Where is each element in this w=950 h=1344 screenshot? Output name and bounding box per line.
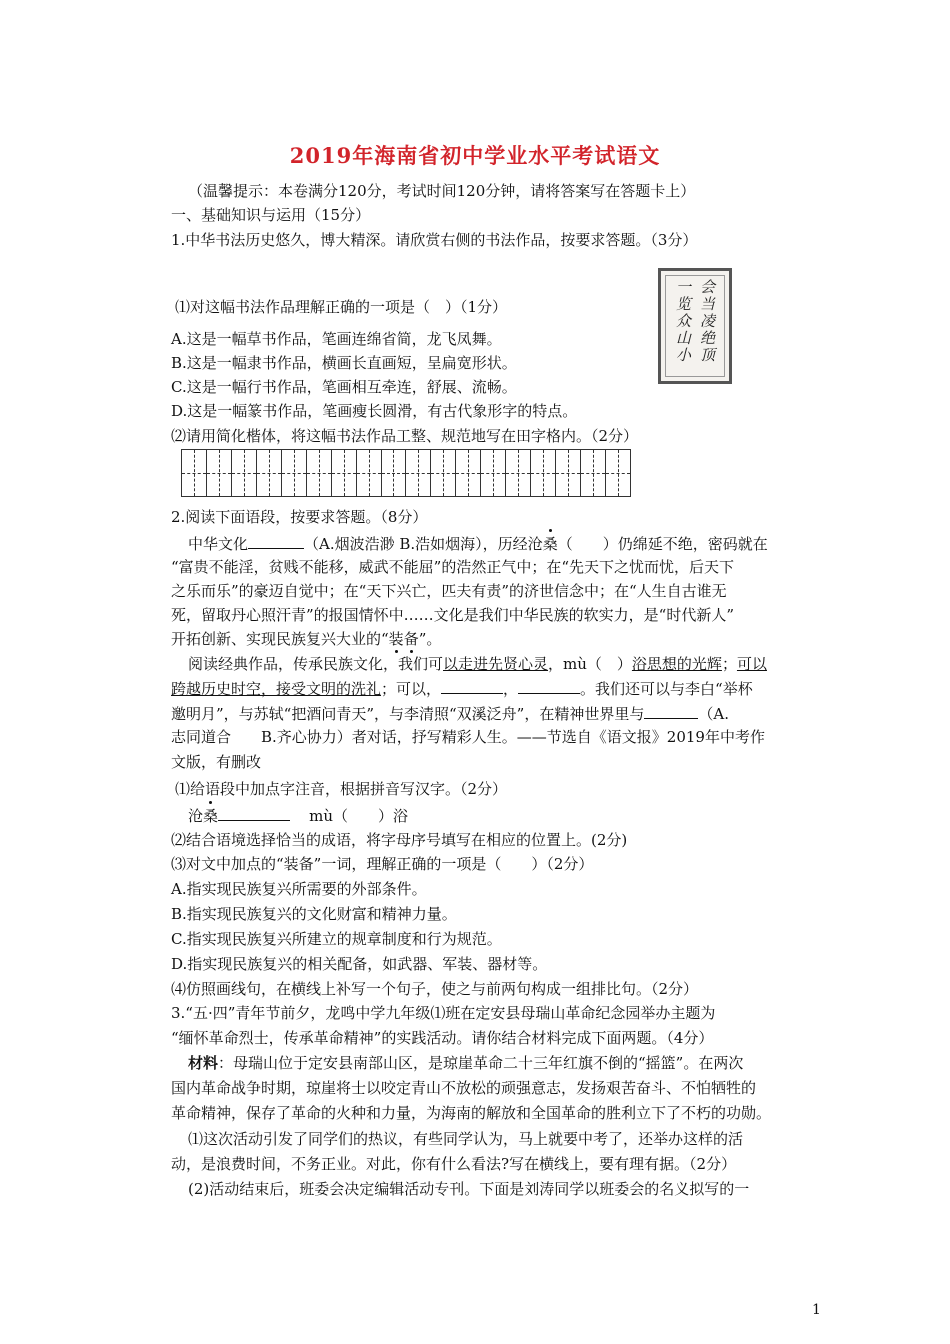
section-heading: 一、基础知识与运用（15分） [171, 206, 371, 224]
pinyin-blank[interactable] [218, 805, 290, 821]
pinyin-answer-line [188, 805, 408, 826]
grid-cell[interactable] [506, 450, 531, 496]
dotted-char-sang: 桑 [203, 807, 219, 825]
question-3-sub-1: 动，是浪费时间，不务正业。对此，你有什么看法?写在横线上，要有理有据。（2分） [171, 1155, 737, 1173]
grid-cell[interactable] [556, 450, 581, 496]
question-2-stem: 2.阅读下面语段，按要求答题。（8分） [171, 508, 428, 526]
grid-cell[interactable] [406, 450, 431, 496]
grid-cell[interactable] [456, 450, 481, 496]
question-3-stem: 3.“五·四”青年节前夕，龙鸣中学九年级⑴班在定安县母瑞山革命纪念园举办主题为 [171, 1004, 716, 1022]
passage-line: “富贵不能淫，贫贱不能移，威武不能屈”的浩然正气中；在“先天下之忧而忧，后天下 [171, 558, 735, 576]
passage-text: ”。 [418, 630, 442, 648]
passage-text: （ ）仍绵延不绝，密码就在 [557, 535, 768, 553]
grid-cell[interactable] [357, 450, 382, 496]
underlined-sentence-3b: 跨越历史时空，接受文明的洗礼 [171, 680, 382, 698]
question-1-option-d: D.这是一幅篆书作品，笔画瘦长圆滑，有古代象形字的特点。 [171, 402, 578, 420]
question-1-sub-2: ⑵请用简化楷体，将这幅书法作品工整、规范地写在田字格内。（2分） [171, 427, 639, 445]
passage-text: （A.烟波浩渺 B.浩如烟海），历经沧 [304, 535, 543, 553]
question-3-stem: “缅怀革命烈士，传承革命精神”的实践活动。请你结合材料完成下面两题。（4分） [171, 1029, 714, 1047]
passage-text: ， [503, 680, 519, 698]
question-2-option-c: C.指实现民族复兴所建立的规章制度和行为规范。 [171, 930, 502, 948]
material-label: 材料 [188, 1054, 219, 1072]
grid-cell[interactable] [282, 450, 307, 496]
dotted-char-bei: 备 [403, 630, 419, 648]
question-1-sub-1: ⑴对这幅书法作品理解正确的一项是（ ）（1分） [175, 298, 508, 316]
passage-line [188, 654, 767, 674]
material-line: 国内革命战争时期，琼崖将士以咬定青山不放松的顽强意志，发扬艰苦奋斗、不怕牺牲的 [171, 1079, 757, 1097]
question-1-option-a: A.这是一幅草书作品，笔画连绵省简，龙飞凤舞。 [171, 330, 502, 348]
passage-text: ；可以， [381, 680, 442, 698]
page-title: 2019年海南省初中学业水平考试语文 [289, 143, 661, 168]
calligraphy-column-2: 一览众山小 [674, 279, 692, 364]
underlined-sentence-2: 浴思想的光辉 [631, 655, 722, 673]
grid-cell[interactable] [182, 450, 207, 496]
passage-text: ； [721, 655, 737, 673]
passage-line: 文版，有删改 [171, 753, 262, 771]
grid-cell[interactable] [431, 450, 456, 496]
passage-line [171, 703, 729, 724]
parallel-blank-2[interactable] [518, 678, 580, 694]
passage-text: 邀明月”，与苏轼“把酒问青天”，与李清照“双溪泛舟”，在精神世界里与 [171, 705, 645, 723]
question-1-stem: 1.中华书法历史悠久，博大精深。请欣赏右侧的书法作品，按要求答题。（3分） [171, 231, 698, 249]
question-2-sub-2: ⑵结合语境选择恰当的成语，将字母序号填写在相应的位置上。(2分) [171, 831, 628, 849]
calligraphy-column-1: 会当凌绝顶 [698, 279, 716, 364]
passage-text: 阅读经典作品，传承民族文化，我们可 [188, 655, 444, 673]
question-2-option-d: D.指实现民族复兴的相关配备，如武器、军装、器材等。 [171, 955, 548, 973]
question-1-option-b: B.这是一幅隶书作品，横画长直画短，呈扁宽形状。 [171, 354, 517, 372]
material-line [188, 1053, 743, 1073]
passage-text: 开拓创新、实现民族复兴大业的“ [171, 630, 389, 648]
grid-cell[interactable] [581, 450, 606, 496]
idiom-blank-2[interactable] [644, 703, 698, 719]
passage-text: 沧 [188, 807, 204, 825]
passage-line: 死，留取丹心照汗青”的报国情怀中……文化是我们中华民族的软实力，是“时代新人” [171, 606, 735, 624]
question-3-sub-1: ⑴这次活动引发了同学们的热议，有些同学认为，马上就要中考了，还举办这样的活 [188, 1130, 744, 1148]
passage-line: 之乐而乐”的豪迈自觉中；在“天下兴亡，匹夫有责”的济世信念中；在“人生自古谁无 [171, 582, 727, 600]
tianzige-grid[interactable] [181, 449, 631, 497]
grid-cell[interactable] [531, 450, 556, 496]
passage-line: 志同道合 B.齐心协力）者对话，抒写精彩人生。——节选自《语文报》2019年中考作 [171, 728, 765, 746]
passage-text: ，mù（ ） [548, 655, 632, 673]
underlined-sentence-3: 可以 [736, 655, 767, 673]
grid-cell[interactable] [606, 450, 630, 496]
passage-line [171, 678, 753, 699]
parallel-blank-1[interactable] [441, 678, 503, 694]
grid-cell[interactable] [207, 450, 232, 496]
question-1-option-c: C.这是一幅行书作品，笔画相互牵连，舒展、流畅。 [171, 378, 517, 396]
passage-text: ：母瑞山位于定安县南部山区，是琼崖革命二十三年红旗不倒的“摇篮”。在两次 [218, 1054, 744, 1072]
question-2-sub-3: ⑶对文中加点的“装备”一词，理解正确的一项是（ ）（2分） [171, 855, 594, 873]
dotted-char-sang: 桑 [542, 535, 558, 553]
grid-cell[interactable] [332, 450, 357, 496]
passage-text: 中华文化 [188, 535, 249, 553]
grid-cell[interactable] [257, 450, 282, 496]
calligraphy-artwork [658, 268, 732, 384]
grid-cell[interactable] [307, 450, 332, 496]
idiom-blank-1[interactable] [248, 533, 304, 549]
question-2-sub-1: ⑴给语段中加点字注音，根据拼音写汉字。（2分） [175, 780, 508, 798]
passage-line [171, 629, 441, 649]
underlined-sentence-1: 以走进先贤心灵 [443, 655, 549, 673]
passage-text: （A. [698, 705, 729, 723]
exam-tip: （温馨提示：本卷满分120分，考试时间120分钟，请将答案写在答题卡上） [188, 182, 696, 200]
grid-cell[interactable] [382, 450, 407, 496]
dotted-char-zhuang: 装 [388, 630, 404, 648]
material-line: 革命精神，保存了革命的火种和力量，为海南的解放和全国革命的胜利立下了不朽的功勋。 [171, 1104, 772, 1122]
passage-line [188, 533, 768, 554]
question-3-sub-2: (2)活动结束后，班委会决定编辑活动专刊。下面是刘涛同学以班委会的名义拟写的一 [188, 1180, 750, 1198]
page-number: 1 [812, 1302, 821, 1318]
question-2-option-b: B.指实现民族复兴的文化财富和精神力量。 [171, 905, 457, 923]
grid-cell[interactable] [232, 450, 257, 496]
question-2-sub-4: ⑷仿照画线句，在横线上补写一个句子，使之与前两句构成一组排比句。（2分） [171, 980, 699, 998]
passage-text: mù（ ）浴 [309, 807, 408, 825]
question-2-option-a: A.指实现民族复兴所需要的外部条件。 [171, 880, 427, 898]
grid-cell[interactable] [481, 450, 506, 496]
passage-text: 。我们还可以与李白“举杯 [580, 680, 753, 698]
